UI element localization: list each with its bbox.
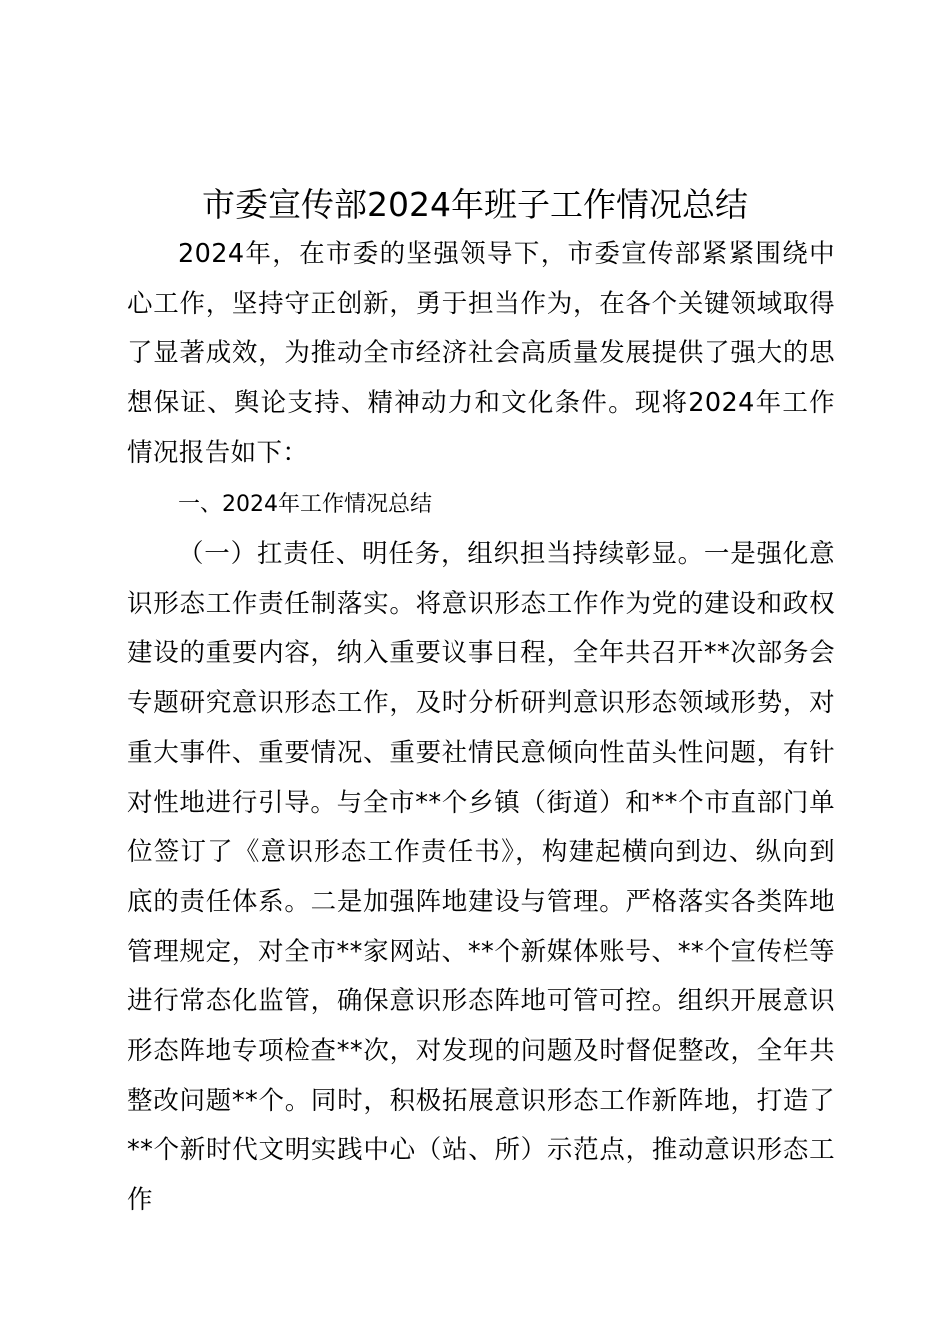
- section-heading-1: 一、2024年工作情况总结: [178, 492, 432, 517]
- intro-paragraph: 2024年，在市委的坚强领导下，市委宣传部紧紧围绕中心工作，坚持守正创新，勇于担当作为，在各个关键领域取得了显著成效，为推动全市经济社会高质量发展提供了强大的思想保证、舆论支持、精神动力和文化条件。现将2024年工作情况报告如下：: [127, 239, 835, 468]
- section-1-paragraph: （一）扛责任、明任务，组织担当持续彰显。一是强化意识形态工作责任制落实。将意识形态工作作为党的建设和政权建设的重要内容，纳入重要议事日程，全年共召开**次部务会专题研究意识形态工作，及时分析研判意识形态领域形势，对重大事件、重要情况、重要社情民意倾向性苗头性问题，有针对性地进行引导。与全市**个乡镇（街道）和**个市直部门单位签订了《意识形态工作责任书》，构建起横向到边、纵向到底的责任体系。二是加强阵地建设与管理。严格落实各类阵地管理规定，对全市**家网站、**个新媒体账号、**个宣传栏等进行常态化监管，确保意识形态阵地可管可控。组织开展意识形态阵地专项检查**次，对发现的问题及时督促整改，全年共整改问题**个。同时，积极拓展意识形态工作新阵地，打造了**个新时代文明实践中心（站、所）示范点，推动意识形态工作: [127, 539, 835, 1216]
- document-title: 市委宣传部2024年班子工作情况总结: [202, 185, 748, 224]
